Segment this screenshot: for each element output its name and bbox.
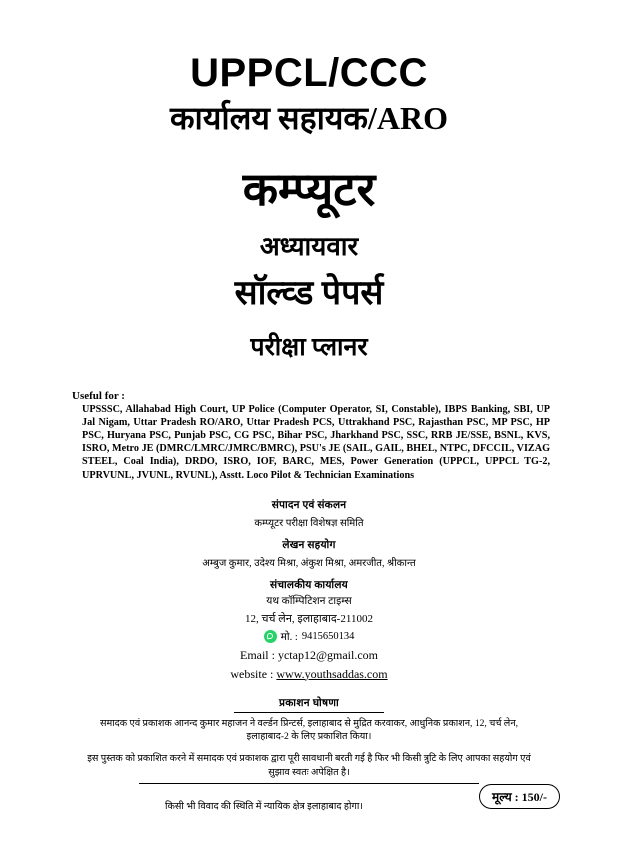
title-computer: कम्प्यूटर xyxy=(242,164,376,215)
editing-heading: संपादन एवं संकलन xyxy=(271,499,347,511)
declaration-divider-2 xyxy=(139,783,479,784)
phone-line xyxy=(40,630,578,644)
declaration-block xyxy=(40,696,578,821)
declaration-body-1: समादक एवं प्रकाशक आनन्द कुमार महाजन ने वर्ल्डन प्रिन्टर्स, इलाहाबाद से मुद्रित करवाकर, आधुनिक प्रकाशन, 12, चर्च लेन, इलाहाबाद-2 के लिए प्रकाशित किया। xyxy=(99,717,519,743)
declaration-divider xyxy=(234,712,384,713)
whatsapp-icon xyxy=(264,630,277,643)
book-cover-page xyxy=(0,52,618,852)
website-label: website : xyxy=(230,666,277,681)
jurisdiction-note: किसी भी विवाद की स्थिति में न्यायिक क्षेत्र इलाहाबाद होगा। xyxy=(165,801,363,813)
email-line[interactable]: Email : yctap12@gmail.com xyxy=(239,647,379,662)
title-karyalay-sahayak-aro: कार्यालय सहायक/ARO xyxy=(169,100,449,136)
useful-for-block xyxy=(40,390,578,481)
phone-prefix: मो. : xyxy=(280,631,298,643)
phone-number: 9415650134 xyxy=(301,631,355,643)
publisher-address: 12, चर्च लेन, इलाहाबाद-211002 xyxy=(245,612,373,625)
useful-for-label: Useful for : xyxy=(72,390,125,403)
credits-block xyxy=(40,498,578,682)
useful-for-exam-list: UPSSSC, Allahabad High Court, UP Police (Computer Operator, SI, Constable), IBPS Banking, SBI, UP Jal Nigam, Uttar Pradesh RO/ARO, Uttar Pradesh PCS, Uttrakhand PSC, Rajasthan PSC, MP PSC, HP PSC, Huryana PSC, Punjab PSC, CG PSC, Bihar PSC, Jharkhand PSC, SSC, RRB JE/SSE, BSNL, KVS, ISRO, Metro JE (DMRC/LMRC/JMRC/BMRC), PSU's JE (SAIL, GAIL, BHEL, NTPC, DFCCIL, VIZAG STEEL, Coal India), DRDO, ISRO, IOF, BARC, MES, Power Generation (UPPCL, UPPCL TG-2, UPRVUNL, JVUNL, RVUNL), Asstt. Loco Pilot & Technician Examinations xyxy=(82,404,550,481)
writing-heading: लेखन सहयोग xyxy=(282,539,336,551)
declaration-body-2: इस पुस्तक को प्रकाशित करने में समादक एवं प्रकाशक द्वारा पूरी सावधानी बरती गई है फिर भी किसी त्रुटि के लिए आपका सहयोग एवं सुझाव स्वतः अपेक्षित है। xyxy=(87,753,531,779)
declaration-heading: प्रकाशन घोषणा xyxy=(278,697,340,709)
title-adhyaywar: अध्यायवार xyxy=(259,231,359,261)
writing-body: अम्बुज कुमार, उदेश्य मिश्रा, अंकुश मिश्रा, अमरजीत, श्रीकान्त xyxy=(202,557,416,569)
title-solved-papers: सॉल्व्ड पेपर्स xyxy=(234,274,384,312)
price-badge: मूल्य : 150/- xyxy=(479,784,560,809)
bottom-row xyxy=(40,790,578,820)
office-heading: संचालकीय कार्यालय xyxy=(270,579,348,591)
publisher-name: यथ कॉम्पिटिशन टाइम्स xyxy=(266,595,352,607)
title-uppcl-ccc: UPPCL/CCC xyxy=(190,51,428,95)
website-line[interactable] xyxy=(40,667,578,682)
title-block xyxy=(40,52,578,364)
title-pariksha-planner: परीक्षा प्लानर xyxy=(250,333,368,361)
editing-body: कम्प्यूटर परीक्षा विशेषज्ञ समिति xyxy=(254,517,364,529)
website-url[interactable]: www.youthsaddas.com xyxy=(276,666,388,681)
